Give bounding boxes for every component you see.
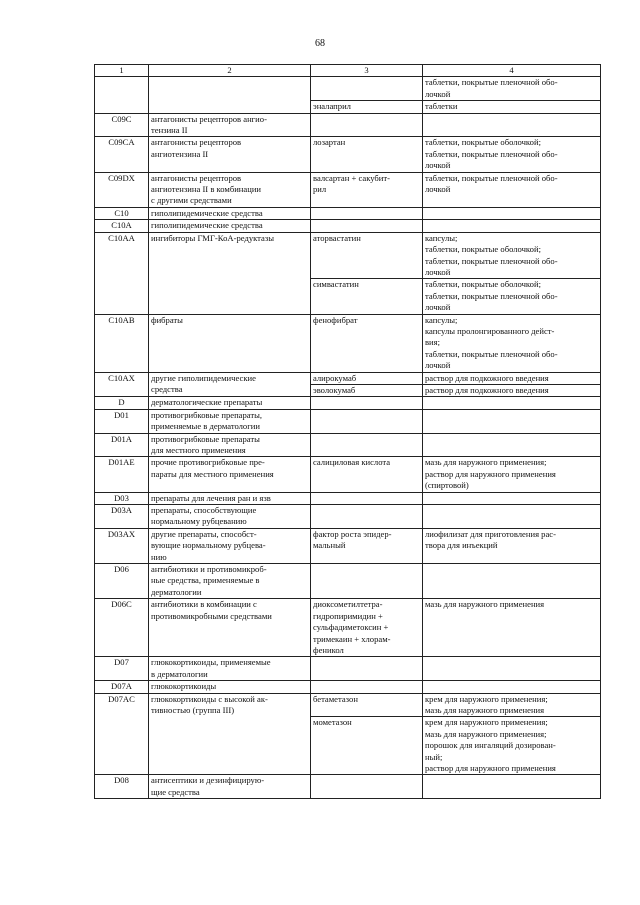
drug-name-cell <box>311 505 423 529</box>
dosage-form-line: таблетки, покрытые оболочкой; <box>425 279 541 290</box>
drug-name-cell <box>311 564 423 599</box>
atc-code-cell: D07A <box>95 681 149 693</box>
group-name-cell: фибраты <box>149 314 311 372</box>
dosage-form-line: таблетки, покрытые пленочной обо- <box>425 172 558 183</box>
dosage-form-line: раствор для наружного применения <box>425 762 556 773</box>
table-row <box>95 457 601 492</box>
dosage-form-line: лочкой <box>425 360 451 371</box>
dosage-forms-cell <box>423 681 601 693</box>
dosage-form-line: твора для инъекций <box>425 540 498 551</box>
table-row <box>95 693 601 717</box>
table-row <box>95 681 601 693</box>
drug-name-cell <box>311 113 423 137</box>
drug-name-cell <box>311 409 423 433</box>
dosage-form-line: таблетки, покрытые оболочкой; <box>425 137 541 148</box>
atc-code-cell: C10A <box>95 220 149 232</box>
drug-name-cell <box>311 775 423 799</box>
header-col-4: 4 <box>423 65 601 77</box>
atc-code-cell: C09DX <box>95 172 149 207</box>
group-name-cell: глюкокортикоиды <box>149 681 311 693</box>
table-row <box>95 232 601 279</box>
dosage-form-line: капсулы пролонгированного дейст- <box>425 325 555 336</box>
atc-code-cell: C10AB <box>95 314 149 372</box>
atc-code-cell: C09CA <box>95 137 149 172</box>
group-name-cell: антибиотики и противомикроб- ные средства, применяемые в дерматологии <box>149 564 311 599</box>
dosage-forms-cell <box>423 232 601 279</box>
dosage-form-line: таблетки, покрытые пленочной обо- <box>425 255 558 266</box>
dosage-forms-cell <box>423 528 601 563</box>
table-row <box>95 564 601 599</box>
drug-name-cell: аторвастатин <box>311 232 423 279</box>
drug-name-cell: диоксометилтетра- гидропиримидин + сульфадиметоксин + тримекаин + хлорам- феникол <box>311 599 423 657</box>
dosage-forms-cell <box>423 77 601 101</box>
drug-name-cell: эволокумаб <box>311 384 423 396</box>
dosage-forms-cell <box>423 101 601 113</box>
group-name-cell: дерматологические препараты <box>149 397 311 409</box>
group-name-cell: антагонисты рецепторов ангиотензина II в комбинации с другими средствами <box>149 172 311 207</box>
dosage-form-line: таблетки, покрытые пленочной обо- <box>425 348 558 359</box>
dosage-form-line: крем для наружного применения; <box>425 717 548 728</box>
dosage-forms-cell <box>423 457 601 492</box>
atc-code-cell: C10AX <box>95 372 149 397</box>
atc-code-cell: D06C <box>95 599 149 657</box>
atc-code-cell: D07 <box>95 657 149 681</box>
atc-code-cell: D01 <box>95 409 149 433</box>
drug-name-cell <box>311 220 423 232</box>
group-name-cell: другие гиполипидемические средства <box>149 372 311 397</box>
dosage-forms-cell <box>423 207 601 219</box>
atc-code-cell: C10 <box>95 207 149 219</box>
drug-name-cell: салициловая кислота <box>311 457 423 492</box>
table-row <box>95 113 601 137</box>
group-name-cell: гиполипидемические средства <box>149 220 311 232</box>
drug-name-cell: фактор роста эпидер- мальный <box>311 528 423 563</box>
group-name-cell: противогрибковые препараты для местного применения <box>149 433 311 457</box>
group-name-cell: ингибиторы ГМГ-КоА-редуктазы <box>149 232 311 314</box>
dosage-form-line: порошок для ингаляций дозирован- <box>425 740 556 751</box>
atc-code-cell: D03AX <box>95 528 149 563</box>
dosage-form-line: раствор для наружного применения <box>425 468 556 479</box>
dosage-forms-cell <box>423 717 601 775</box>
dosage-form-line: лочкой <box>425 160 451 171</box>
dosage-form-line: вия; <box>425 337 440 348</box>
table-row <box>95 657 601 681</box>
drug-name-cell <box>311 77 423 101</box>
table-row <box>95 599 601 657</box>
dosage-form-line: лиофилизат для приготовления рас- <box>425 528 556 539</box>
dosage-forms-cell <box>423 775 601 799</box>
table-header-row <box>95 65 601 77</box>
drug-name-cell: мометазон <box>311 717 423 775</box>
dosage-forms-cell <box>423 137 601 172</box>
dosage-form-line: раствор для подкожного введения <box>425 384 549 395</box>
table-row <box>95 172 601 207</box>
dosage-form-line: лочкой <box>425 302 451 313</box>
dosage-forms-cell <box>423 599 601 657</box>
drug-name-cell: фенофибрат <box>311 314 423 372</box>
drug-name-cell: валсартан + сакубит- рил <box>311 172 423 207</box>
table-row <box>95 505 601 529</box>
dosage-forms-cell <box>423 492 601 504</box>
drug-name-cell: бетаметазон <box>311 693 423 717</box>
dosage-form-line: раствор для подкожного введения <box>425 372 549 383</box>
drug-name-cell <box>311 397 423 409</box>
group-name-cell: препараты, способствующие нормальному рубцеванию <box>149 505 311 529</box>
drug-name-cell <box>311 492 423 504</box>
group-name-cell: противогрибковые препараты, применяемые в дерматологии <box>149 409 311 433</box>
drug-name-cell: лозартан <box>311 137 423 172</box>
dosage-form-line: таблетки, покрытые пленочной обо- <box>425 148 558 159</box>
dosage-form-line: капсулы; <box>425 314 458 325</box>
group-name-cell <box>149 77 311 113</box>
dosage-form-line: мазь для наружного применения; <box>425 457 547 468</box>
dosage-forms-cell <box>423 409 601 433</box>
dosage-forms-cell <box>423 433 601 457</box>
dosage-forms-cell <box>423 314 601 372</box>
dosage-forms-cell <box>423 113 601 137</box>
group-name-cell: препараты для лечения ран и язв <box>149 492 311 504</box>
atc-code-cell: C09C <box>95 113 149 137</box>
dosage-forms-cell <box>423 397 601 409</box>
atc-code-cell: D03A <box>95 505 149 529</box>
drug-name-cell: эналаприл <box>311 101 423 113</box>
atc-code-cell: D06 <box>95 564 149 599</box>
dosage-form-line: капсулы; <box>425 232 458 243</box>
header-col-2: 2 <box>149 65 311 77</box>
table-row <box>95 372 601 384</box>
dosage-form-line: таблетки, покрытые оболочкой; <box>425 244 541 255</box>
header-col-3: 3 <box>311 65 423 77</box>
dosage-form-line: (спиртовой) <box>425 480 469 491</box>
group-name-cell: прочие противогрибковые пре- параты для местного применения <box>149 457 311 492</box>
dosage-form-line: мазь для наружного применения <box>425 599 545 610</box>
dosage-form-line: лочкой <box>425 266 451 277</box>
group-name-cell: глюкокортикоиды с высокой ак- тивностью (группа III) <box>149 693 311 775</box>
drug-name-cell <box>311 657 423 681</box>
table-row <box>95 77 601 101</box>
drug-name-cell <box>311 681 423 693</box>
drug-table <box>94 64 601 799</box>
dosage-form-line: таблетки, покрытые пленочной обо- <box>425 290 558 301</box>
atc-code-cell: D03 <box>95 492 149 504</box>
atc-code-cell: D01A <box>95 433 149 457</box>
atc-code-cell: D08 <box>95 775 149 799</box>
dosage-form-line: таблетки <box>425 101 458 112</box>
group-name-cell: антибиотики в комбинации с противомикробными средствами <box>149 599 311 657</box>
table-row <box>95 397 601 409</box>
drug-name-cell <box>311 207 423 219</box>
table-row <box>95 137 601 172</box>
table-row <box>95 207 601 219</box>
dosage-forms-cell <box>423 505 601 529</box>
dosage-forms-cell <box>423 384 601 396</box>
dosage-forms-cell <box>423 372 601 384</box>
dosage-form-line: ный; <box>425 751 443 762</box>
group-name-cell: гиполипидемические средства <box>149 207 311 219</box>
drug-name-cell: алирокумаб <box>311 372 423 384</box>
drug-name-cell <box>311 433 423 457</box>
dosage-forms-cell <box>423 279 601 314</box>
group-name-cell: антагонисты рецепторов ангиотензина II <box>149 137 311 172</box>
page-number: 68 <box>315 38 325 49</box>
group-name-cell: глюкокортикоиды, применяемые в дерматологии <box>149 657 311 681</box>
table-row <box>95 314 601 372</box>
table-row <box>95 433 601 457</box>
dosage-form-line: мазь для наружного применения; <box>425 728 547 739</box>
table-row <box>95 409 601 433</box>
drug-name-cell: симвастатин <box>311 279 423 314</box>
table-row <box>95 492 601 504</box>
dosage-forms-cell <box>423 564 601 599</box>
table-row <box>95 528 601 563</box>
dosage-forms-cell <box>423 172 601 207</box>
dosage-forms-cell <box>423 657 601 681</box>
dosage-form-line: крем для наружного применения; <box>425 693 548 704</box>
group-name-cell: антисептики и дезинфицирую- щие средства <box>149 775 311 799</box>
atc-code-cell: C10AA <box>95 232 149 314</box>
atc-code-cell: D <box>95 397 149 409</box>
dosage-forms-cell <box>423 220 601 232</box>
atc-code-cell: D01AE <box>95 457 149 492</box>
table-row <box>95 775 601 799</box>
group-name-cell: антагонисты рецепторов ангио- тензина II <box>149 113 311 137</box>
dosage-form-line: лочкой <box>425 184 451 195</box>
dosage-form-line: лочкой <box>425 88 451 99</box>
dosage-forms-cell <box>423 693 601 717</box>
dosage-form-line: мазь для наружного применения <box>425 704 545 715</box>
table-row <box>95 220 601 232</box>
group-name-cell: другие препараты, способст- вующие нормальному рубцева- нию <box>149 528 311 563</box>
atc-code-cell <box>95 77 149 113</box>
header-col-1: 1 <box>95 65 149 77</box>
atc-code-cell: D07AC <box>95 693 149 775</box>
dosage-form-line: таблетки, покрытые пленочной обо- <box>425 77 558 88</box>
